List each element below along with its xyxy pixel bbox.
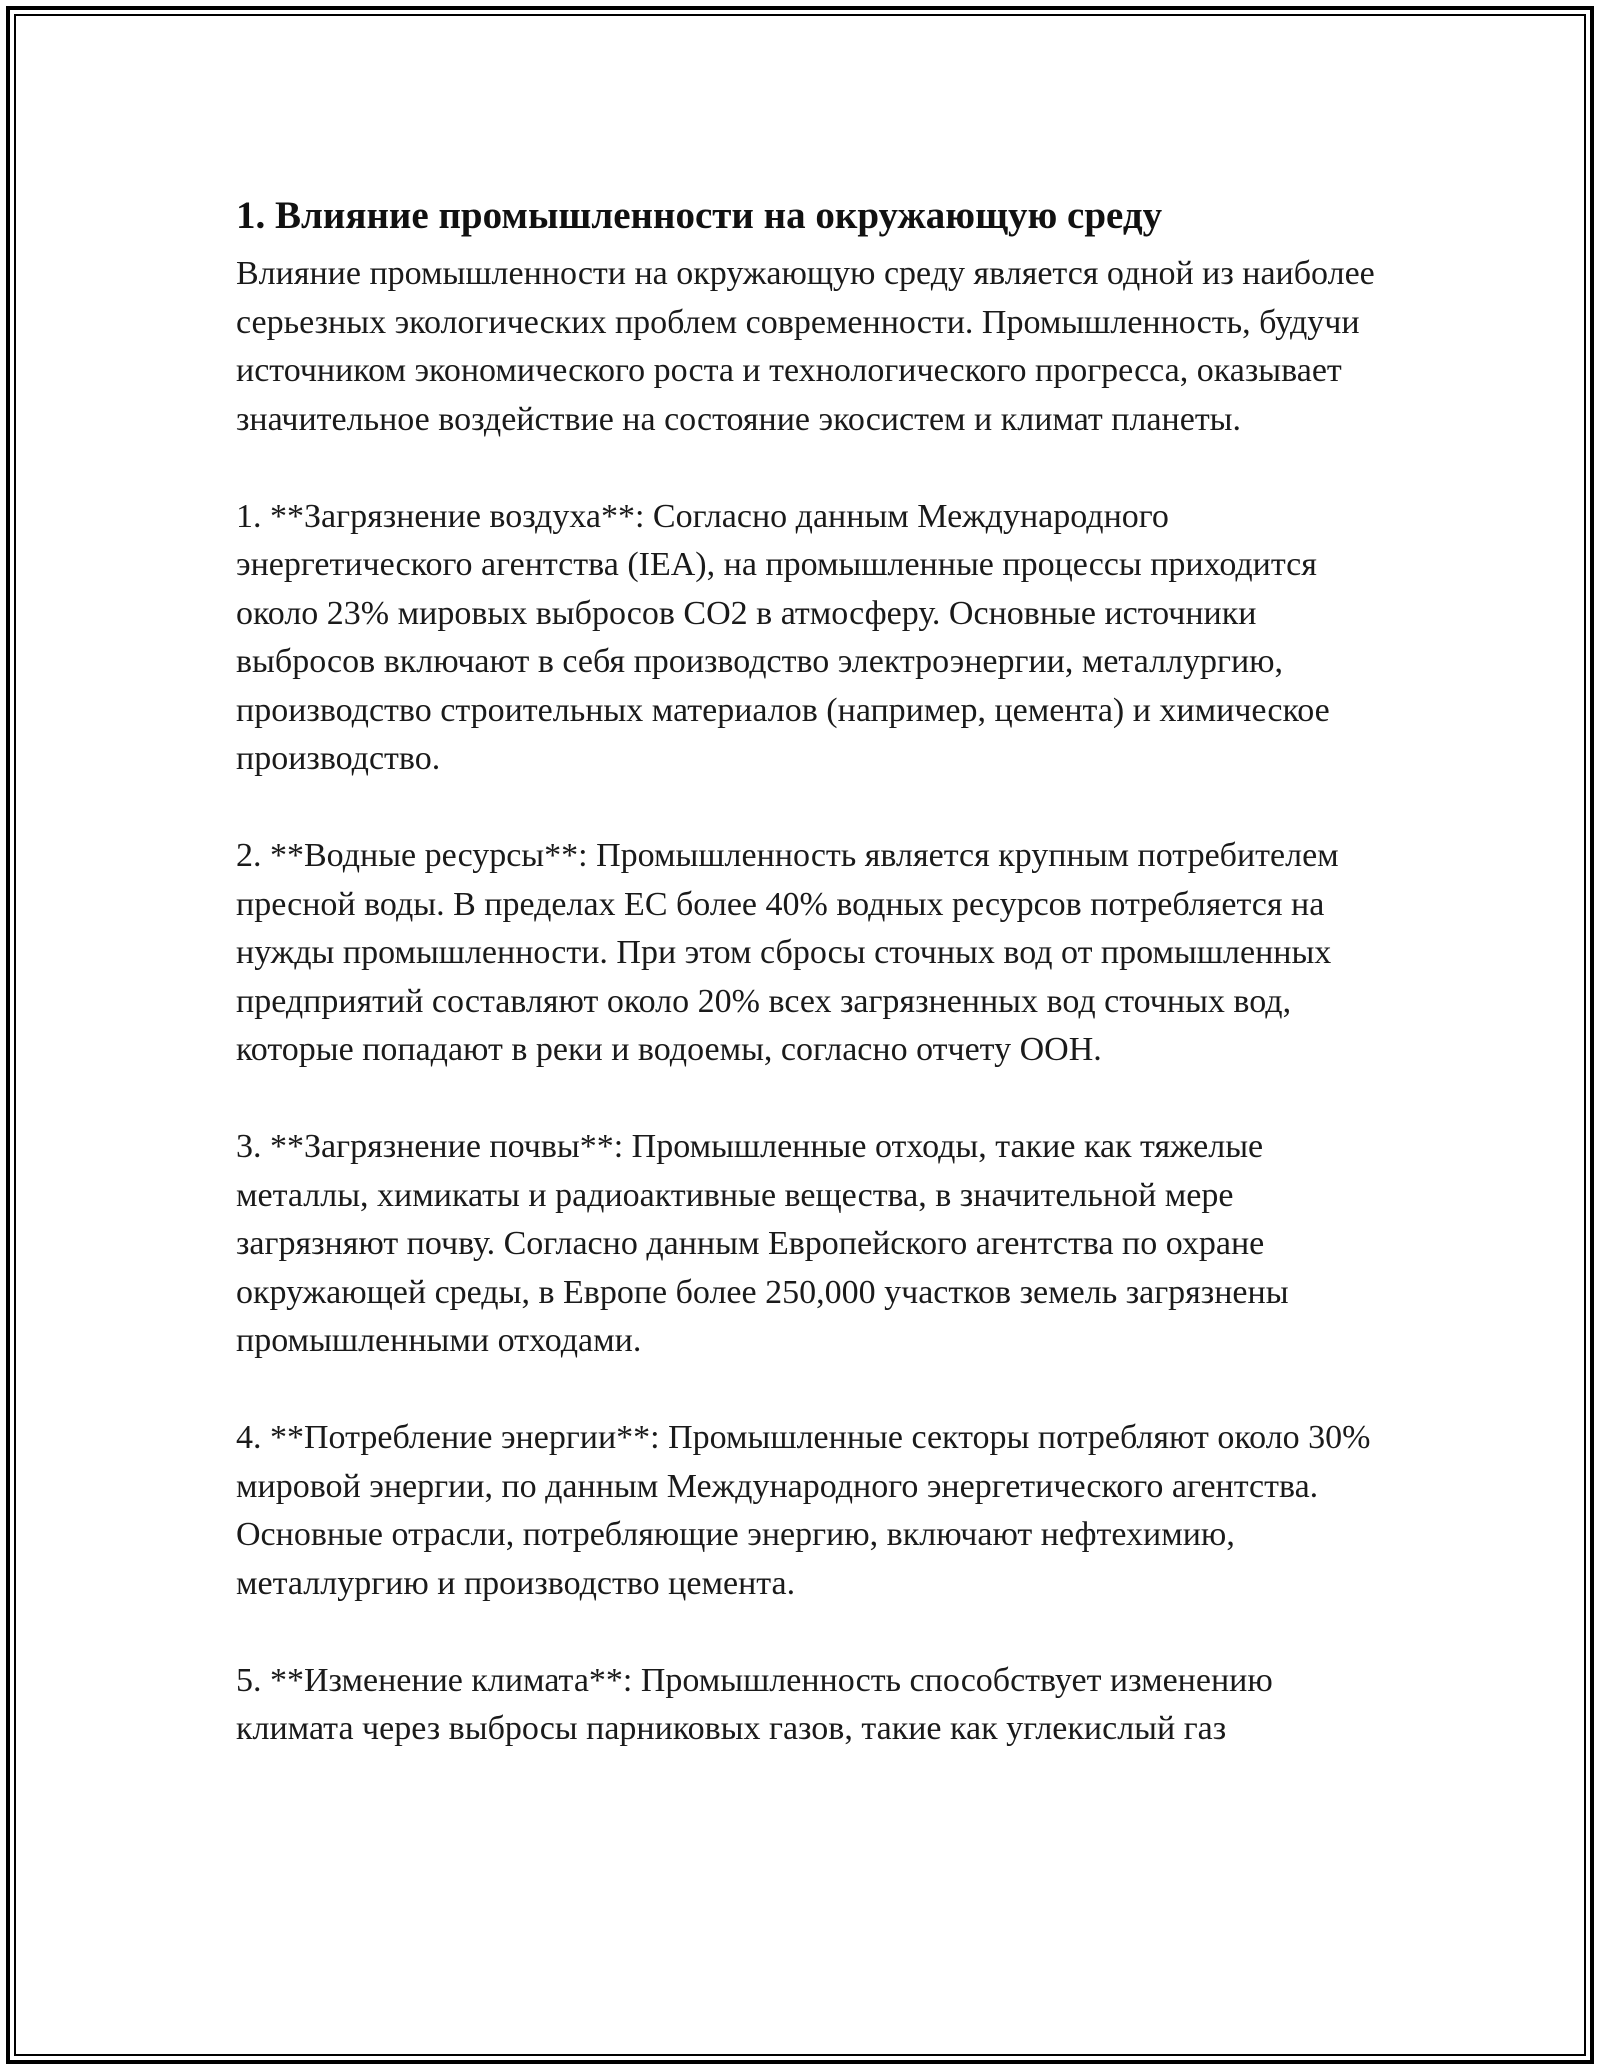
document-body xyxy=(236,186,1376,1802)
list-item-air-pollution: 1. **Загрязнение воздуха**: Согласно данным Международного энергетического агентства (IEA), на промышленные процессы приходится около 23% мировых выбросов CO2 в атмосферу. Основные источники выбросов включают в себя производство электроэнергии, металлургию, производство строительных материалов (например, цемента) и химическое производство. xyxy=(236,497,1330,777)
list-item-energy-consumption: 4. **Потребление энергии**: Промышленные секторы потребляют около 30% мировой энергии, по данным Международного энергетического агентства. Основные отрасли, потребляющие энергию, включают нефтехимию, металлургию и производство цемента. xyxy=(236,1419,1371,1602)
intro-paragraph: Влияние промышленности на окружающую среду является одной из наиболее серьезных экологических проблем современности. Промышленность, будучи источником экономического роста и технологического прогресса, оказывает значительное воздействие на состояние экосистем и климат планеты. xyxy=(236,255,1375,438)
list-item-climate-change: 5. **Изменение климата**: Промышленность способствует изменению климата через выбросы парниковых газов, такие как углекислый газ xyxy=(236,1661,1273,1747)
list-item-water-resources: 2. **Водные ресурсы**: Промышленность является крупным потребителем пресной воды. В пределах ЕС более 40% водных ресурсов потребляется на нужды промышленности. При этом сбросы сточных вод от промышленных предприятий составляют около 20% всех загрязненных вод сточных вод, которые попадают в реки и водоемы, согласно отчету ООН. xyxy=(236,837,1339,1068)
section-heading: 1. Влияние промышленности на окружающую среду xyxy=(236,194,1163,237)
list-item-soil-pollution: 3. **Загрязнение почвы**: Промышленные отходы, такие как тяжелые металлы, химикаты и радиоактивные вещества, в значительной мере загрязняют почву. Согласно данным Европейского агентства по охране окружающей среды, в Европе более 250,000 участков земель загрязнены промышленными отходами. xyxy=(236,1128,1289,1359)
